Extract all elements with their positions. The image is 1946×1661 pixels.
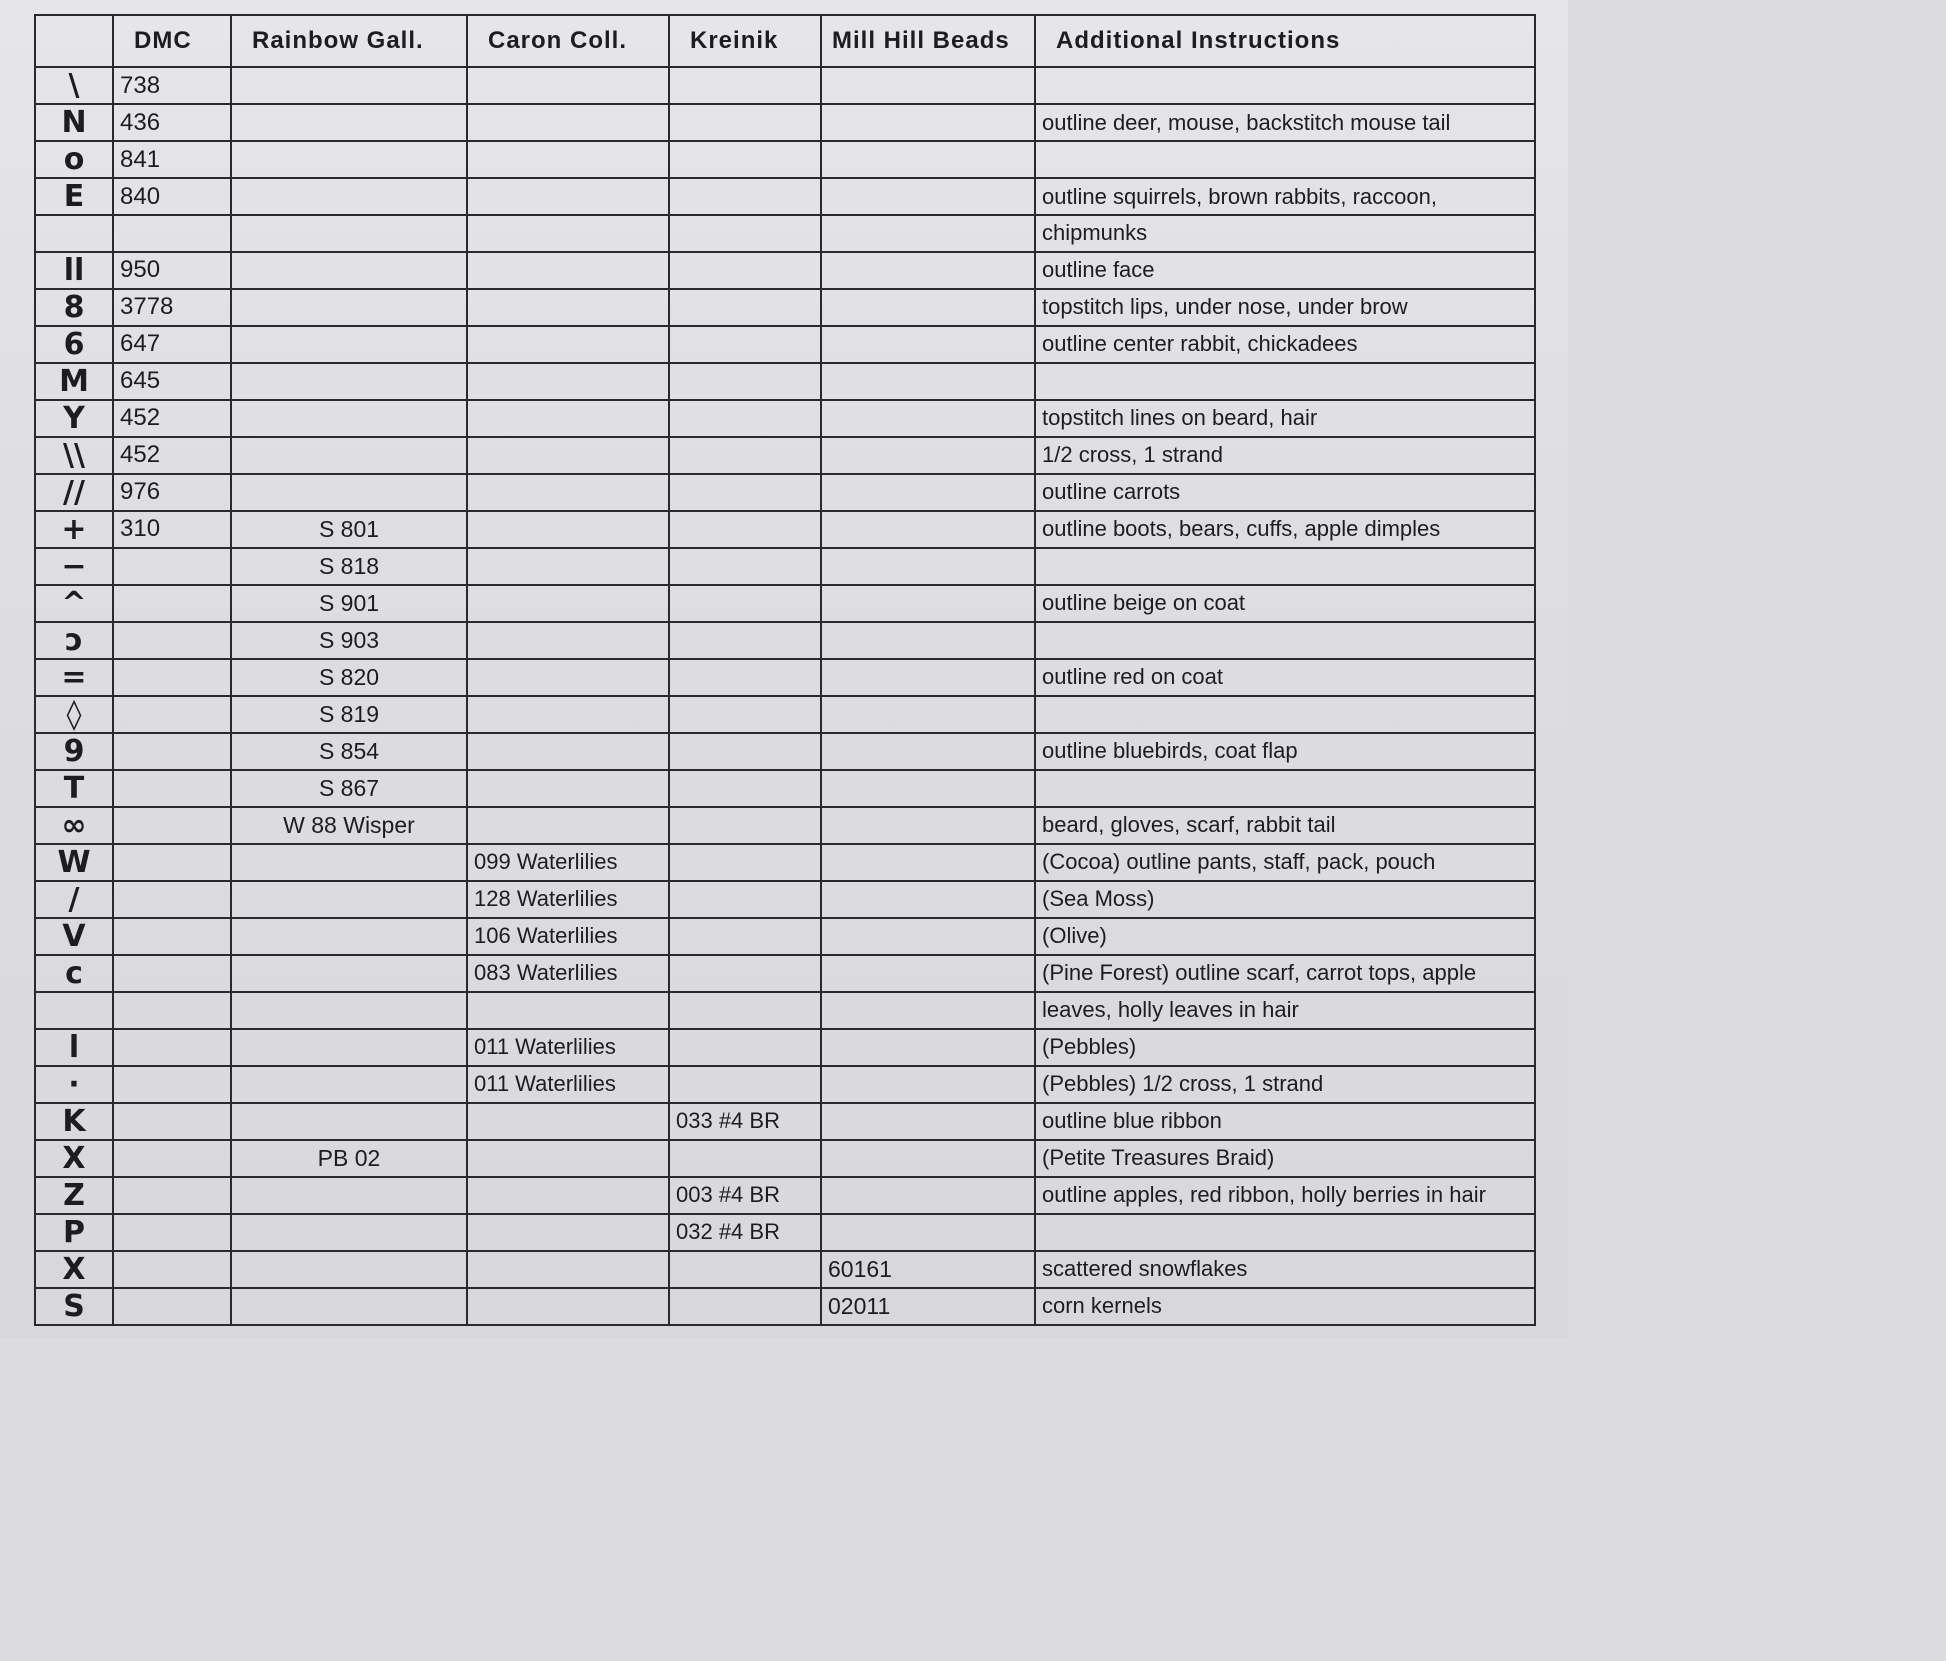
table-row	[35, 881, 1535, 918]
symbol-cell: =	[35, 659, 113, 696]
kreinik-cell	[669, 437, 821, 474]
rainbow-gallery-cell: S 901	[231, 585, 467, 622]
table-row	[35, 141, 1535, 178]
kreinik-cell	[669, 955, 821, 992]
mill-hill-cell	[821, 252, 1035, 289]
kreinik-cell	[669, 363, 821, 400]
kreinik-cell	[669, 141, 821, 178]
kreinik-cell	[669, 215, 821, 252]
table-row	[35, 437, 1535, 474]
dmc-cell	[113, 585, 231, 622]
instructions-cell: (Sea Moss)	[1035, 881, 1535, 918]
table-row	[35, 1251, 1535, 1288]
instructions-cell: chipmunks	[1035, 215, 1535, 252]
kreinik-cell	[669, 733, 821, 770]
instructions-cell: 1/2 cross, 1 strand	[1035, 437, 1535, 474]
kreinik-cell	[669, 289, 821, 326]
instructions-cell: outline carrots	[1035, 474, 1535, 511]
kreinik-cell	[669, 622, 821, 659]
instructions-cell	[1035, 622, 1535, 659]
rainbow-gallery-cell	[231, 252, 467, 289]
instructions-cell: corn kernels	[1035, 1288, 1535, 1325]
instructions-cell: (Pine Forest) outline scarf, carrot tops, apple	[1035, 955, 1535, 992]
rainbow-gallery-cell	[231, 474, 467, 511]
symbol-cell: X	[35, 1251, 113, 1288]
table-row	[35, 1140, 1535, 1177]
instructions-cell	[1035, 67, 1535, 104]
symbol-cell: /	[35, 881, 113, 918]
kreinik-cell	[669, 659, 821, 696]
symbol-cell: ·	[35, 1066, 113, 1103]
mill-hill-cell	[821, 363, 1035, 400]
rainbow-gallery-cell	[231, 1288, 467, 1325]
symbol-cell: N	[35, 104, 113, 141]
mill-hill-cell	[821, 1140, 1035, 1177]
instructions-cell	[1035, 548, 1535, 585]
table-row	[35, 400, 1535, 437]
dmc-cell	[113, 548, 231, 585]
caron-collection-cell	[467, 437, 669, 474]
symbol-cell: ∞	[35, 807, 113, 844]
symbol-cell: Y	[35, 400, 113, 437]
mill-hill-cell	[821, 918, 1035, 955]
mill-hill-cell	[821, 215, 1035, 252]
table-row	[35, 918, 1535, 955]
table-row	[35, 104, 1535, 141]
caron-collection-cell	[467, 585, 669, 622]
instructions-cell: outline red on coat	[1035, 659, 1535, 696]
symbol-cell: T	[35, 770, 113, 807]
table-row	[35, 955, 1535, 992]
caron-collection-cell	[467, 326, 669, 363]
instructions-cell	[1035, 696, 1535, 733]
symbol-cell: V	[35, 918, 113, 955]
mill-hill-cell	[821, 696, 1035, 733]
caron-collection-cell	[467, 733, 669, 770]
kreinik-cell	[669, 1288, 821, 1325]
caron-collection-cell	[467, 178, 669, 215]
kreinik-cell	[669, 1066, 821, 1103]
instructions-cell: outline boots, bears, cuffs, apple dimples	[1035, 511, 1535, 548]
thread-key-table	[34, 14, 1536, 1326]
instructions-cell: (Cocoa) outline pants, staff, pack, pouch	[1035, 844, 1535, 881]
kreinik-cell	[669, 511, 821, 548]
rainbow-gallery-cell: S 903	[231, 622, 467, 659]
header-dmc: DMC	[113, 15, 231, 67]
caron-collection-cell	[467, 141, 669, 178]
caron-collection-cell: 099 Waterlilies	[467, 844, 669, 881]
dmc-cell	[113, 659, 231, 696]
symbol-cell: K	[35, 1103, 113, 1140]
dmc-cell	[113, 770, 231, 807]
dmc-cell	[113, 955, 231, 992]
instructions-cell: outline face	[1035, 252, 1535, 289]
rainbow-gallery-cell	[231, 289, 467, 326]
dmc-cell	[113, 1140, 231, 1177]
mill-hill-cell	[821, 437, 1035, 474]
symbol-cell: P	[35, 1214, 113, 1251]
mill-hill-cell	[821, 844, 1035, 881]
table-row	[35, 1103, 1535, 1140]
instructions-cell: outline center rabbit, chickadees	[1035, 326, 1535, 363]
mill-hill-cell	[821, 326, 1035, 363]
symbol-cell: o	[35, 141, 113, 178]
mill-hill-cell	[821, 400, 1035, 437]
instructions-cell	[1035, 1214, 1535, 1251]
table-row	[35, 67, 1535, 104]
mill-hill-cell	[821, 1214, 1035, 1251]
caron-collection-cell	[467, 215, 669, 252]
rainbow-gallery-cell	[231, 992, 467, 1029]
mill-hill-cell	[821, 585, 1035, 622]
kreinik-cell: 032 #4 BR	[669, 1214, 821, 1251]
instructions-cell: outline bluebirds, coat flap	[1035, 733, 1535, 770]
rainbow-gallery-cell	[231, 1066, 467, 1103]
mill-hill-cell	[821, 881, 1035, 918]
dmc-cell	[113, 807, 231, 844]
instructions-cell: (Olive)	[1035, 918, 1535, 955]
dmc-cell	[113, 215, 231, 252]
dmc-cell: 976	[113, 474, 231, 511]
table-row	[35, 659, 1535, 696]
rainbow-gallery-cell	[231, 1029, 467, 1066]
instructions-cell	[1035, 141, 1535, 178]
dmc-cell: 738	[113, 67, 231, 104]
symbol-cell: \	[35, 67, 113, 104]
mill-hill-cell: 60161	[821, 1251, 1035, 1288]
dmc-cell	[113, 881, 231, 918]
table-row	[35, 474, 1535, 511]
symbol-cell: \\	[35, 437, 113, 474]
instructions-cell	[1035, 363, 1535, 400]
table-row	[35, 363, 1535, 400]
instructions-cell: outline blue ribbon	[1035, 1103, 1535, 1140]
header-additional-instructions: Additional Instructions	[1035, 15, 1535, 67]
table-row	[35, 1066, 1535, 1103]
kreinik-cell	[669, 844, 821, 881]
symbol-cell: −	[35, 548, 113, 585]
rainbow-gallery-cell	[231, 955, 467, 992]
caron-collection-cell: 128 Waterlilies	[467, 881, 669, 918]
mill-hill-cell	[821, 659, 1035, 696]
mill-hill-cell	[821, 770, 1035, 807]
dmc-cell	[113, 1029, 231, 1066]
caron-collection-cell	[467, 1177, 669, 1214]
kreinik-cell	[669, 807, 821, 844]
dmc-cell: 645	[113, 363, 231, 400]
kreinik-cell	[669, 548, 821, 585]
table-row	[35, 1214, 1535, 1251]
symbol-cell: l	[35, 1029, 113, 1066]
dmc-cell: 436	[113, 104, 231, 141]
symbol-cell: //	[35, 474, 113, 511]
caron-collection-cell	[467, 659, 669, 696]
kreinik-cell	[669, 252, 821, 289]
mill-hill-cell	[821, 807, 1035, 844]
rainbow-gallery-cell	[231, 1103, 467, 1140]
dmc-cell	[113, 696, 231, 733]
rainbow-gallery-cell	[231, 1251, 467, 1288]
rainbow-gallery-cell: S 801	[231, 511, 467, 548]
dmc-cell: 950	[113, 252, 231, 289]
dmc-cell	[113, 844, 231, 881]
kreinik-cell	[669, 474, 821, 511]
dmc-cell: 3778	[113, 289, 231, 326]
caron-collection-cell: 106 Waterlilies	[467, 918, 669, 955]
mill-hill-cell: 02011	[821, 1288, 1035, 1325]
kreinik-cell: 033 #4 BR	[669, 1103, 821, 1140]
mill-hill-cell	[821, 955, 1035, 992]
table-row	[35, 178, 1535, 215]
caron-collection-cell	[467, 400, 669, 437]
table-row	[35, 1029, 1535, 1066]
header-symbol	[35, 15, 113, 67]
dmc-cell: 310	[113, 511, 231, 548]
mill-hill-cell	[821, 733, 1035, 770]
mill-hill-cell	[821, 141, 1035, 178]
mill-hill-cell	[821, 474, 1035, 511]
rainbow-gallery-cell	[231, 437, 467, 474]
symbol-cell: ll	[35, 252, 113, 289]
caron-collection-cell	[467, 1214, 669, 1251]
kreinik-cell	[669, 326, 821, 363]
kreinik-cell	[669, 178, 821, 215]
header-row	[35, 15, 1535, 67]
instructions-cell: beard, gloves, scarf, rabbit tail	[1035, 807, 1535, 844]
symbol-cell: 9	[35, 733, 113, 770]
table-row	[35, 511, 1535, 548]
mill-hill-cell	[821, 992, 1035, 1029]
rainbow-gallery-cell: S 819	[231, 696, 467, 733]
header-mill-hill-beads: Mill Hill Beads	[821, 15, 1035, 67]
kreinik-cell	[669, 992, 821, 1029]
kreinik-cell	[669, 400, 821, 437]
mill-hill-cell	[821, 548, 1035, 585]
caron-collection-cell	[467, 252, 669, 289]
kreinik-cell	[669, 1029, 821, 1066]
instructions-cell: (Pebbles) 1/2 cross, 1 strand	[1035, 1066, 1535, 1103]
mill-hill-cell	[821, 67, 1035, 104]
mill-hill-cell	[821, 1029, 1035, 1066]
mill-hill-cell	[821, 104, 1035, 141]
caron-collection-cell	[467, 548, 669, 585]
rainbow-gallery-cell	[231, 141, 467, 178]
rainbow-gallery-cell	[231, 178, 467, 215]
table-row	[35, 807, 1535, 844]
table-row	[35, 696, 1535, 733]
rainbow-gallery-cell	[231, 1177, 467, 1214]
mill-hill-cell	[821, 511, 1035, 548]
header-rainbow-gallery: Rainbow Gall.	[231, 15, 467, 67]
rainbow-gallery-cell	[231, 881, 467, 918]
caron-collection-cell	[467, 1103, 669, 1140]
instructions-cell: topstitch lips, under nose, under brow	[1035, 289, 1535, 326]
kreinik-cell: 003 #4 BR	[669, 1177, 821, 1214]
caron-collection-cell: 083 Waterlilies	[467, 955, 669, 992]
instructions-cell	[1035, 770, 1535, 807]
caron-collection-cell	[467, 1288, 669, 1325]
mill-hill-cell	[821, 289, 1035, 326]
table-row	[35, 289, 1535, 326]
instructions-cell: outline deer, mouse, backstitch mouse tail	[1035, 104, 1535, 141]
dmc-cell	[113, 1214, 231, 1251]
caron-collection-cell: 011 Waterlilies	[467, 1029, 669, 1066]
rainbow-gallery-cell: PB 02	[231, 1140, 467, 1177]
rainbow-gallery-cell	[231, 363, 467, 400]
kreinik-cell	[669, 696, 821, 733]
kreinik-cell	[669, 67, 821, 104]
caron-collection-cell	[467, 1140, 669, 1177]
kreinik-cell	[669, 770, 821, 807]
table-row	[35, 252, 1535, 289]
rainbow-gallery-cell: S 820	[231, 659, 467, 696]
caron-collection-cell	[467, 696, 669, 733]
caron-collection-cell	[467, 807, 669, 844]
caron-collection-cell	[467, 622, 669, 659]
rainbow-gallery-cell	[231, 104, 467, 141]
symbol-cell	[35, 215, 113, 252]
header-caron-collection: Caron Coll.	[467, 15, 669, 67]
symbol-cell: +	[35, 511, 113, 548]
rainbow-gallery-cell	[231, 844, 467, 881]
dmc-cell	[113, 1177, 231, 1214]
symbol-cell: 6	[35, 326, 113, 363]
table-row	[35, 215, 1535, 252]
symbol-cell: 8	[35, 289, 113, 326]
rainbow-gallery-cell	[231, 215, 467, 252]
dmc-cell	[113, 918, 231, 955]
table-row	[35, 622, 1535, 659]
rainbow-gallery-cell: S 854	[231, 733, 467, 770]
caron-collection-cell	[467, 67, 669, 104]
dmc-cell: 841	[113, 141, 231, 178]
dmc-cell	[113, 1251, 231, 1288]
mill-hill-cell	[821, 178, 1035, 215]
caron-collection-cell	[467, 770, 669, 807]
dmc-cell	[113, 1103, 231, 1140]
kreinik-cell	[669, 104, 821, 141]
instructions-cell: outline beige on coat	[1035, 585, 1535, 622]
rainbow-gallery-cell	[231, 1214, 467, 1251]
rainbow-gallery-cell	[231, 326, 467, 363]
instructions-cell: scattered snowflakes	[1035, 1251, 1535, 1288]
caron-collection-cell	[467, 992, 669, 1029]
table-row	[35, 326, 1535, 363]
dmc-cell: 840	[113, 178, 231, 215]
symbol-cell: M	[35, 363, 113, 400]
caron-collection-cell	[467, 104, 669, 141]
symbol-cell: X	[35, 1140, 113, 1177]
caron-collection-cell	[467, 289, 669, 326]
dmc-cell	[113, 733, 231, 770]
mill-hill-cell	[821, 622, 1035, 659]
kreinik-cell	[669, 1251, 821, 1288]
dmc-cell	[113, 1066, 231, 1103]
instructions-cell: outline squirrels, brown rabbits, raccoon,	[1035, 178, 1535, 215]
instructions-cell: (Pebbles)	[1035, 1029, 1535, 1066]
mill-hill-cell	[821, 1066, 1035, 1103]
table-row	[35, 992, 1535, 1029]
dmc-cell: 452	[113, 437, 231, 474]
table-row	[35, 1288, 1535, 1325]
instructions-cell: leaves, holly leaves in hair	[1035, 992, 1535, 1029]
table-row	[35, 733, 1535, 770]
kreinik-cell	[669, 881, 821, 918]
caron-collection-cell	[467, 1251, 669, 1288]
dmc-cell	[113, 1288, 231, 1325]
rainbow-gallery-cell	[231, 67, 467, 104]
caron-collection-cell	[467, 511, 669, 548]
symbol-cell	[35, 992, 113, 1029]
table-body	[35, 67, 1535, 1325]
table-row	[35, 844, 1535, 881]
dmc-cell: 647	[113, 326, 231, 363]
caron-collection-cell	[467, 363, 669, 400]
dmc-cell	[113, 622, 231, 659]
rainbow-gallery-cell: W 88 Wisper	[231, 807, 467, 844]
symbol-cell: c	[35, 955, 113, 992]
instructions-cell: topstitch lines on beard, hair	[1035, 400, 1535, 437]
table-row	[35, 585, 1535, 622]
mill-hill-cell	[821, 1177, 1035, 1214]
dmc-cell	[113, 992, 231, 1029]
rainbow-gallery-cell	[231, 400, 467, 437]
kreinik-cell	[669, 918, 821, 955]
instructions-cell: outline apples, red ribbon, holly berries in hair	[1035, 1177, 1535, 1214]
rainbow-gallery-cell: S 867	[231, 770, 467, 807]
instructions-cell: (Petite Treasures Braid)	[1035, 1140, 1535, 1177]
table-row	[35, 770, 1535, 807]
symbol-cell: W	[35, 844, 113, 881]
rainbow-gallery-cell: S 818	[231, 548, 467, 585]
rainbow-gallery-cell	[231, 918, 467, 955]
kreinik-cell	[669, 585, 821, 622]
symbol-cell: ^	[35, 585, 113, 622]
caron-collection-cell: 011 Waterlilies	[467, 1066, 669, 1103]
caron-collection-cell	[467, 474, 669, 511]
symbol-cell: E	[35, 178, 113, 215]
mill-hill-cell	[821, 1103, 1035, 1140]
kreinik-cell	[669, 1140, 821, 1177]
symbol-cell: ◊	[35, 696, 113, 733]
symbol-cell: Z	[35, 1177, 113, 1214]
table-row	[35, 1177, 1535, 1214]
symbol-cell: ↄ	[35, 622, 113, 659]
dmc-cell: 452	[113, 400, 231, 437]
symbol-cell: S	[35, 1288, 113, 1325]
table-row	[35, 548, 1535, 585]
header-kreinik: Kreinik	[669, 15, 821, 67]
